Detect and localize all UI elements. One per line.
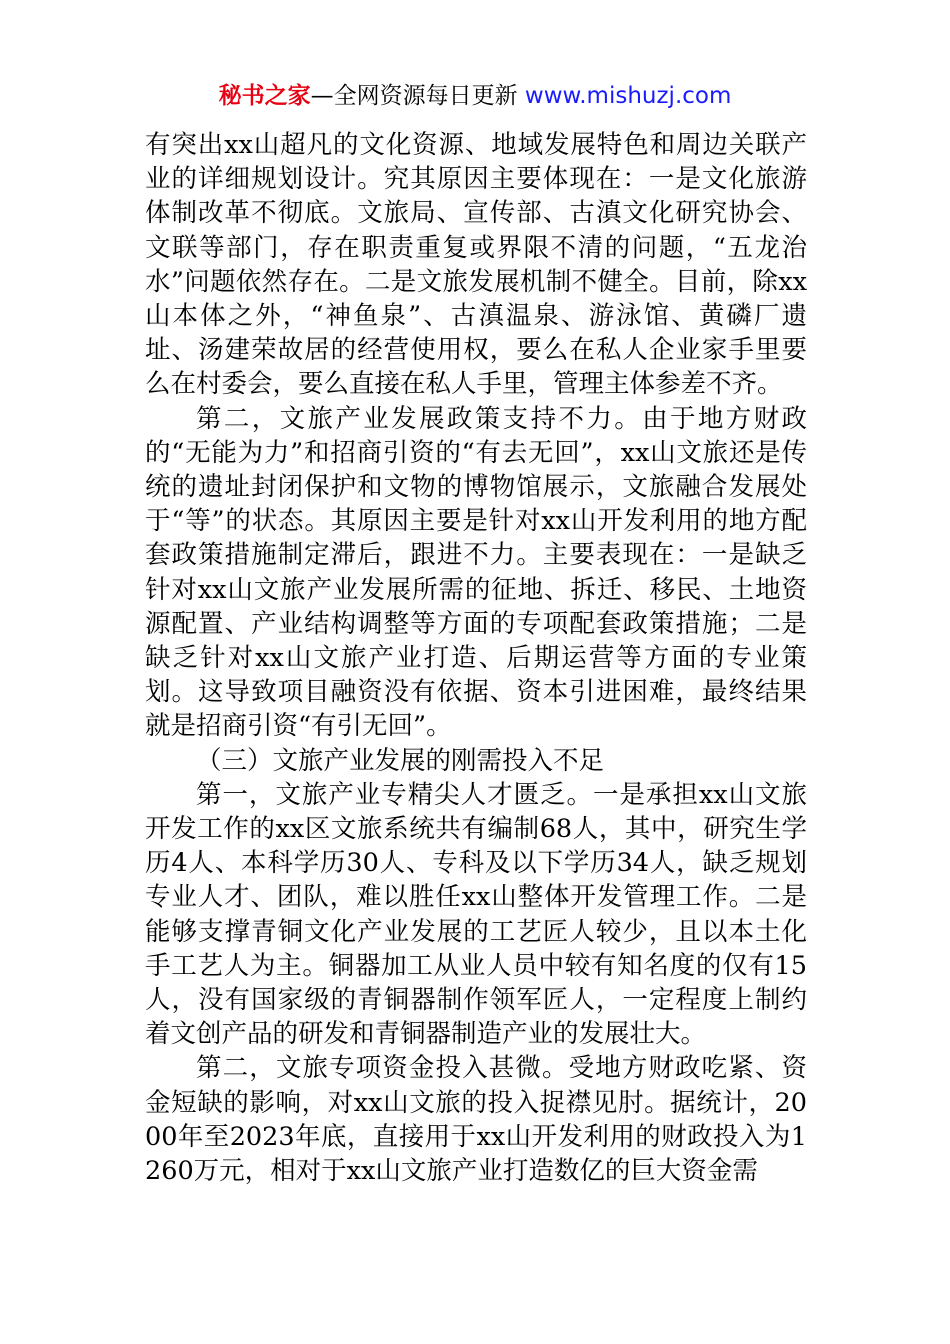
site-header xyxy=(0,80,950,112)
paragraph: 有突出xx山超凡的文化资源、地域发展特色和周边关联产业的详细规划设计。究其原因主要体现在：一是文化旅游体制改革不彻底。文旅局、宣传部、古滇文化研究协会、文联等部门，存在职责重复或界限不清的问题，“五龙治水”问题依然存在。二是文旅发展机制不健全。目前，除xx山本体之外，“神鱼泉”、古滇温泉、游泳馆、黄磷厂遗址、汤建荣故居的经营使用权，要么在私人企业家手里要么在村委会，要么直接在私人手里，管理主体参差不齐。 xyxy=(145,130,807,400)
paragraph: 第二，文旅专项资金投入甚微。受地方财政吃紧、资金短缺的影响，对xx山文旅的投入捉襟见肘。据统计，2000年至2023年底，直接用于xx山开发利用的财政投入为1260万元，相对于xx山文旅产业打造数亿的巨大资金需 xyxy=(145,1053,807,1187)
site-tagline: —全网资源每日更新 xyxy=(310,83,525,109)
site-url-link[interactable]: www.mishuzj.com xyxy=(524,83,732,109)
section-heading: （三）文旅产业发展的刚需投入不足 xyxy=(196,745,605,776)
paragraph: 第二，文旅产业发展政策支持不力。由于地方财政的“无能为力”和招商引资的“有去无回”，xx山文旅还是传统的遗址封闭保护和文物的博物馆展示，文旅融合发展处于“等”的状态。其原因主要是针对xx山开发利用的地方配套政策措施制定滞后，跟进不力。主要表现在：一是缺乏针对xx山文旅产业发展所需的征地、拆迁、移民、土地资源配置、产业结构调整等方面的专项配套政策措施；二是缺乏针对xx山文旅产业打造、后期运营等方面的专业策划。这导致项目融资没有依据、资本引进困难，最终结果就是招商引资“有引无回”。 xyxy=(145,403,807,742)
site-brand: 秘书之家 xyxy=(218,83,311,109)
paragraph: 第一，文旅产业专精尖人才匮乏。一是承担xx山文旅开发工作的xx区文旅系统共有编制68人，其中，研究生学历4人、本科学历30人、专科及以下学历34人，缺乏规划专业人才、团队，难以胜任xx山整体开发管理工作。二是能够支撑青铜文化产业发展的工艺匠人较少，且以本土化手工艺人为主。铜器加工从业人员中较有知名度的仅有15人，没有国家级的青铜器制作领军匠人，一定程度上制约着文创产品的研发和青铜器制造产业的发展壮大。 xyxy=(145,779,807,1050)
document-body xyxy=(145,128,807,1188)
